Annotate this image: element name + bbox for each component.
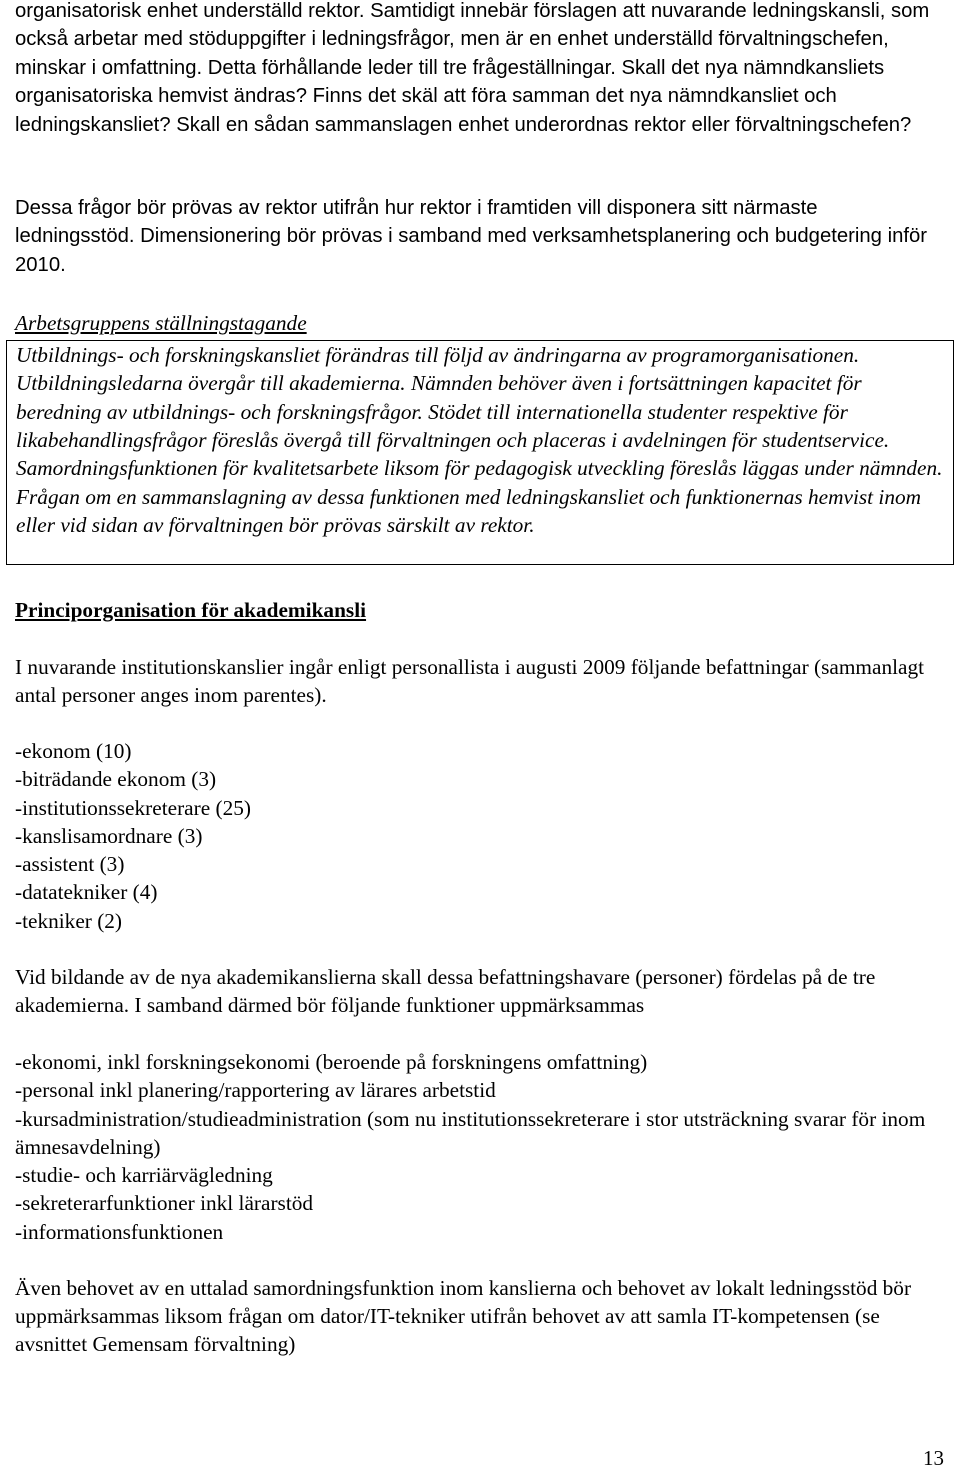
position-heading: Arbetsgruppens ställningstagande xyxy=(15,311,307,335)
page-number: 13 xyxy=(923,1446,944,1470)
staff-intro-paragraph: I nuvarande institutionskanslier ingår enligt personallista i augusti 2009 följande befattningar (sammanlagt antal personer anges inom parentes). xyxy=(15,655,925,708)
staff-list xyxy=(15,737,940,935)
list-item: -personal inkl planering/rapportering av lärares arbetstid xyxy=(15,1078,496,1103)
list-item: -ekonomi, inkl forskningsekonomi (beroende på forskningens omfattning) xyxy=(15,1050,648,1074)
list-item: -assistent (3) xyxy=(15,852,125,877)
list-item: -tekniker (2) xyxy=(15,908,123,933)
list-item: -kanslisamordnare (3) xyxy=(15,823,203,848)
list-item: -kursadministration/studieadministration (som nu institutionssekreterare i stor utsträckning svarar för inom ämnesavdelning) xyxy=(15,1106,926,1159)
intro-paragraph-2: Dessa frågor bör prövas av rektor utifrån hur rektor i framtiden vill disponera sitt närmaste ledningsstöd. Dimensionering bör prövas i samband med verksamhetsplanering och budgetering inför 2010. xyxy=(15,197,928,276)
list-item: -studie- och karriärvägledning xyxy=(15,1163,273,1188)
list-item: -biträdande ekonom (3) xyxy=(15,767,217,792)
function-list xyxy=(15,1048,940,1246)
list-item: -informationsfunktionen xyxy=(15,1219,224,1244)
distribution-paragraph: Vid bildande av de nya akademikanslierna skall dessa befattningshavare (personer) fördelas på de tre akademierna. I samband därmed bör följande funktioner uppmärksammas xyxy=(15,965,876,1018)
list-item: -institutionssekreterare (25) xyxy=(15,795,251,820)
list-item: -ekonom (10) xyxy=(15,739,132,763)
position-text: Utbildnings- och forskningskansliet förändras till följd av ändringarna av programorganisationen. Utbildningsledarna övergår till akademierna. Nämnden behöver även i fortsättningen kapacitet för beredning av utbildnings- och forskningsfrågor. Stödet till internationella studenter respektive för likabehandlingsfrågor föreslås övergå till förvaltningen och placeras i avdelningen för studentservice. Samordningsfunktionen för kvalitetsarbete liksom för pedagogisk utveckling föreslås läggas under nämnden. Frågan om en sammanslagning av dessa funktionen med ledningskansliet och funktionernas hemvist inom eller vid sidan av förvaltningen bör prövas särskilt av rektor. xyxy=(16,343,943,538)
section-heading: Principorganisation för akademikansli xyxy=(15,598,367,622)
position-box xyxy=(6,340,954,565)
intro-paragraph-1: organisatorisk enhet underställd rektor. Samtidigt innebär förslagen att nuvarande ledningskansli, som också arbetar med stöduppgifter i ledningsfrågor, men är en enhet underställd förvaltningschefen, minskar i omfattning. Detta förhållande leder till tre frågeställningar. Skall det nya nämndkansliets organisatoriska hemvist ändras? Finns det skäl att föra samman det nya nämndkansliet och ledningskansliet? Skall en sådan sammanslagen enhet underordnas rektor eller förvaltningschefen? xyxy=(15,0,930,136)
closing-paragraph: Även behovet av en uttalad samordningsfunktion inom kanslierna och behovet av lokalt ledningsstöd bör uppmärksammas liksom frågan om dator/IT-tekniker utifrån behovet av att samla IT-kompetensen (se avsnittet Gemensam förvaltning) xyxy=(15,1276,912,1357)
list-item: -sekreterarfunktioner inkl lärarstöd xyxy=(15,1191,314,1216)
list-item: -datatekniker (4) xyxy=(15,880,158,905)
